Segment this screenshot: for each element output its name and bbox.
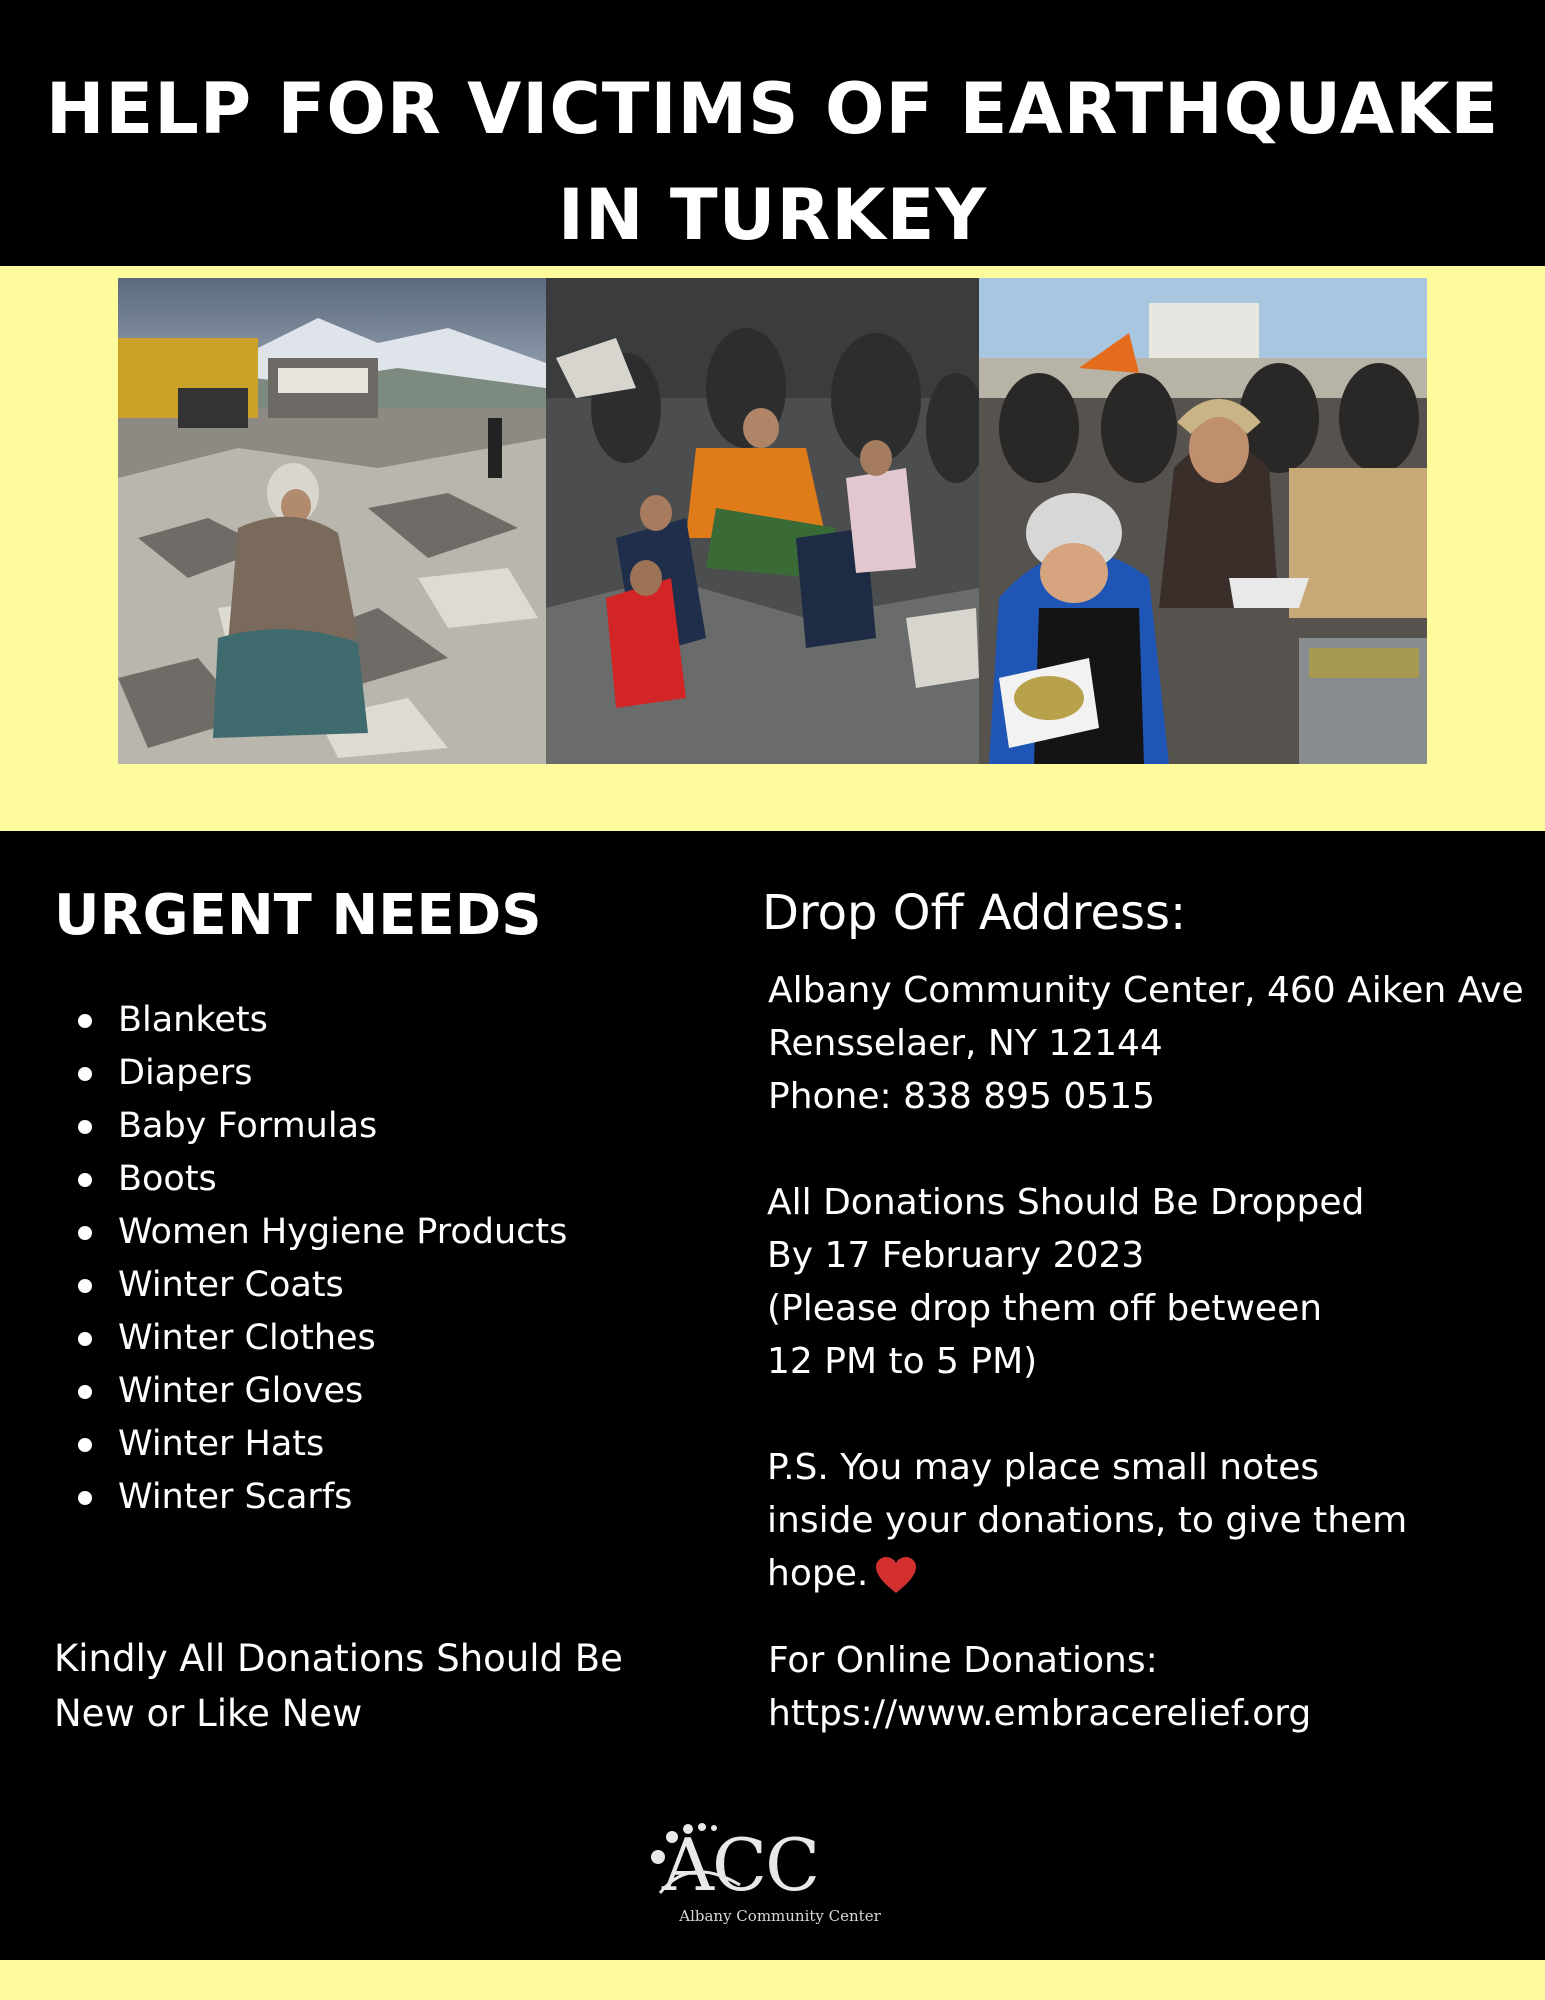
list-item: Winter Scarfs [54, 1471, 714, 1524]
bullet-icon [78, 1226, 92, 1240]
footer-band [0, 1960, 1545, 2000]
phone-number: Phone: 838 895 0515 [768, 1076, 1156, 1117]
list-item: Diapers [54, 1047, 714, 1100]
list-item: Winter Clothes [54, 1312, 714, 1365]
logo-letters: ACC [662, 1823, 819, 1907]
bullet-icon [78, 1438, 92, 1452]
bullet-icon [78, 1067, 92, 1081]
photo-rescue-crowd [546, 278, 979, 764]
photo-rubble-woman [118, 278, 546, 764]
photo-food-aid [979, 278, 1427, 764]
address-line-1: Albany Community Center, 460 Aiken Ave [768, 970, 1524, 1011]
ps-note: P.S. You may place small notes inside your donations, to give them hope. [767, 1447, 1408, 1594]
title-line-1: HELP FOR VICTIMS OF EARTHQUAKE [45, 68, 1500, 150]
bullet-icon [78, 1332, 92, 1346]
online-donations [768, 1634, 1311, 1740]
dropoff-deadline: All Donations Should Be Dropped By 17 February 2023 (Please drop them off between 12 PM to 5 PM) [767, 1182, 1365, 1382]
bullet-icon [78, 1014, 92, 1028]
bullet-icon [78, 1173, 92, 1187]
donation-link[interactable]: https://www.embracerelief.org [768, 1693, 1312, 1734]
photo-strip [118, 278, 1427, 764]
bullet-icon [78, 1491, 92, 1505]
acc-logo [630, 1815, 930, 1935]
needs-list [54, 994, 714, 1524]
dropoff-address [768, 964, 1542, 1123]
logo-name: Albany Community Center [679, 1907, 881, 1925]
urgent-needs-heading: URGENT NEEDS [54, 883, 542, 948]
bullet-icon [78, 1279, 92, 1293]
title-line-2: IN TURKEY [557, 174, 988, 256]
online-donations-label: For Online Donations: [768, 1640, 1158, 1681]
list-item: Boots [54, 1153, 714, 1206]
urgent-needs-section [54, 880, 714, 1524]
dropoff-heading: Drop Off Address: [762, 885, 1187, 941]
heart-icon [874, 1555, 918, 1595]
address-line-2: Rensselaer, NY 12144 [768, 1023, 1163, 1064]
list-item: Winter Coats [54, 1259, 714, 1312]
donation-condition-note: Kindly All Donations Should Be New or Like New [54, 1637, 623, 1735]
list-item: Blankets [54, 994, 714, 1047]
list-item: Baby Formulas [54, 1100, 714, 1153]
page-title [0, 56, 1545, 268]
bullet-icon [78, 1385, 92, 1399]
header-band [0, 0, 1545, 266]
bullet-icon [78, 1120, 92, 1134]
list-item: Winter Gloves [54, 1365, 714, 1418]
list-item: Women Hygiene Products [54, 1206, 714, 1259]
list-item: Winter Hats [54, 1418, 714, 1471]
dropoff-section [762, 880, 1542, 1600]
